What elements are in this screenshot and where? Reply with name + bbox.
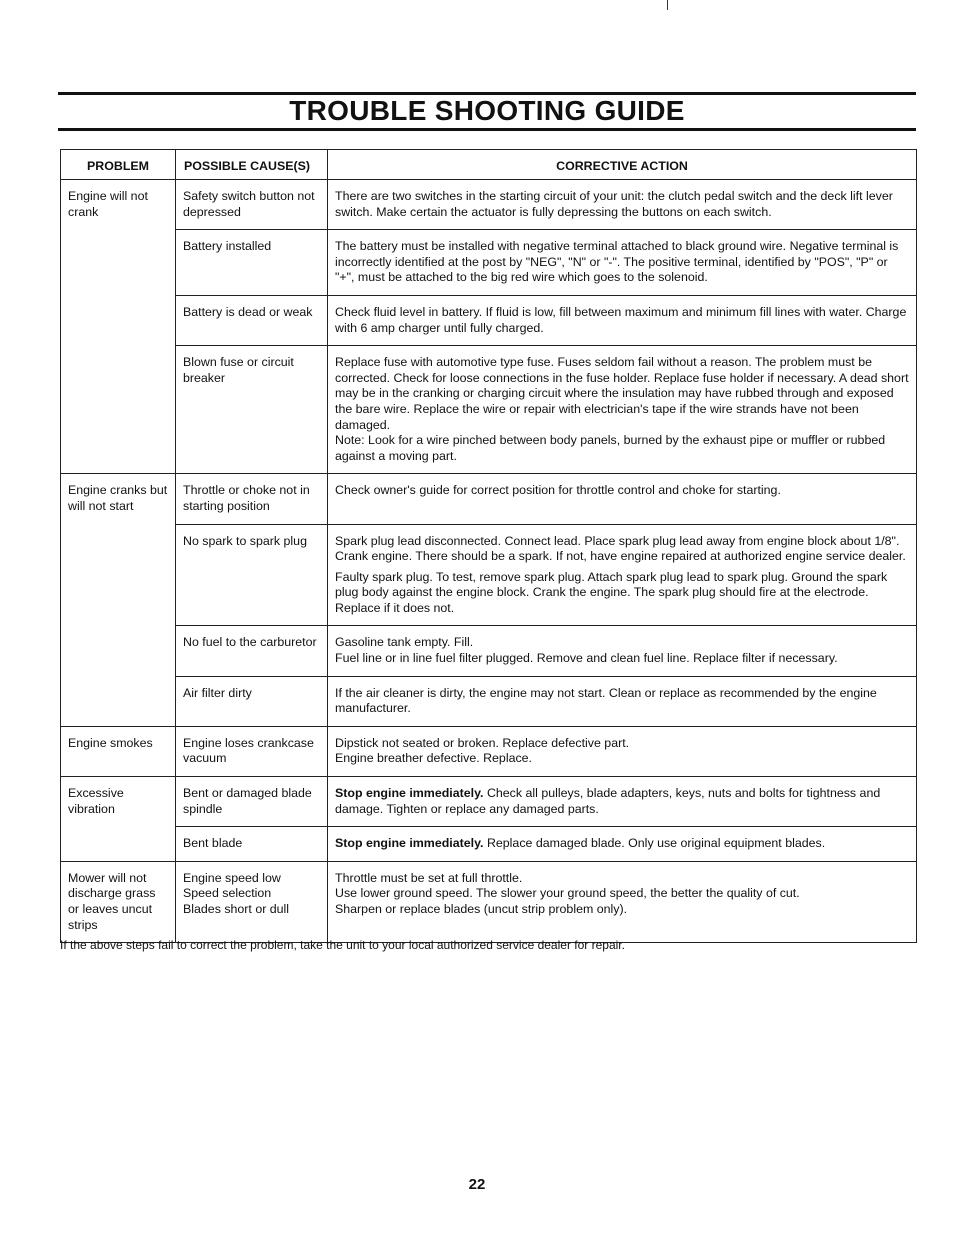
cause-line: Safety switch button not depressed — [183, 189, 315, 219]
table-row — [61, 626, 917, 676]
cause-cell — [176, 626, 328, 676]
footnote: If the above steps fail to correct the problem, take the unit to your local authorized service dealer for repair. — [60, 938, 625, 952]
cause-cell — [176, 230, 328, 296]
problem-cell: Engine will not crank — [61, 180, 176, 474]
action-cell — [328, 524, 917, 626]
action-text: Replace fuse with automotive type fuse. Fuses seldom fail without a reason. The problem must be corrected. Check for loose connections in the fuse holder. Replace fuse holder if necessary. A dead short may be in the cranking or charging circuit where the insulation may have rubbed through and exposed the bare wire. Replace the wire or repair with electrician's tape if the wire strands have not been damaged. — [335, 355, 909, 432]
action-paragraph — [335, 483, 909, 499]
action-cell — [328, 295, 917, 345]
action-paragraph — [335, 570, 909, 617]
action-cell — [328, 726, 917, 776]
table-body — [61, 180, 917, 943]
table-row — [61, 726, 917, 776]
page-title: TROUBLE SHOOTING GUIDE — [289, 95, 685, 126]
cause-cell — [176, 474, 328, 524]
action-cell — [328, 346, 917, 474]
table-row — [61, 346, 917, 474]
action-paragraph — [335, 635, 909, 651]
cause-line: Blown fuse or circuit breaker — [183, 355, 294, 385]
action-text: Replace damaged blade. Only use original equipment blades. — [483, 836, 826, 851]
action-text: The battery must be installed with negative terminal attached to black ground wire. Negative terminal is incorrectly identified at the post by "NEG", "N" or "-". The positive terminal, identified by "POS", "P" or "+", must be attached to the big red wire which goes to the solenoid. — [335, 239, 899, 285]
action-paragraph — [335, 433, 909, 464]
problem-cell: Mower will not discharge grass or leaves uncut strips — [61, 861, 176, 942]
table-row — [61, 230, 917, 296]
action-text: If the air cleaner is dirty, the engine may not start. Clean or replace as recommended by the engine manufacturer. — [335, 685, 877, 716]
table-row — [61, 676, 917, 726]
cause-line: Battery is dead or weak — [183, 304, 313, 319]
action-cell — [328, 626, 917, 676]
action-cell — [328, 676, 917, 726]
header-action: CORRECTIVE ACTION — [328, 150, 917, 180]
action-cell — [328, 180, 917, 230]
action-text: Fuel line or in line fuel filter plugged. Remove and clean fuel line. Replace filter if necessary. — [335, 651, 838, 666]
action-text: Faulty spark plug. To test, remove spark plug. Attach spark plug lead to spark plug. Ground the spark plug body against the engine block. Crank the engine. The spark plug should fire at the electrode. Replace if it does not. — [335, 569, 888, 615]
action-paragraph — [335, 305, 909, 336]
cause-line: Bent or damaged blade spindle — [183, 786, 312, 816]
action-lead: Stop engine immediately. — [335, 836, 484, 851]
action-paragraph — [335, 534, 909, 565]
cause-cell — [176, 676, 328, 726]
troubleshooting-table — [60, 149, 917, 943]
table-row — [61, 474, 917, 524]
table-row — [61, 861, 917, 942]
cause-line: Speed selection — [183, 886, 272, 901]
action-text: There are two switches in the starting circuit of your unit: the clutch pedal switch and the deck lift lever switch. Make certain the actuator is fully depressing the buttons on each switch. — [335, 189, 893, 219]
action-text: Use lower ground speed. The slower your ground speed, the better the quality of cut. — [335, 886, 800, 901]
table-row — [61, 180, 917, 230]
action-text: Throttle must be set at full throttle. — [335, 870, 523, 885]
action-text: Engine breather defective. Replace. — [335, 751, 532, 766]
action-text: Note: Look for a wire pinched between body panels, burned by the exhaust pipe or muffler or rubbed against a moving part. — [335, 433, 886, 463]
action-cell — [328, 861, 917, 942]
page-number: 22 — [468, 1176, 486, 1193]
table-header-row — [61, 150, 917, 180]
header-problem: PROBLEM — [61, 150, 176, 180]
action-paragraph — [335, 886, 909, 902]
cause-cell — [176, 295, 328, 345]
title-rule-bottom — [58, 128, 916, 131]
cause-line: Air filter dirty — [183, 685, 252, 700]
cause-cell — [176, 827, 328, 862]
cause-line: Throttle or choke not in starting position — [183, 483, 310, 513]
cause-cell — [176, 180, 328, 230]
header-cause: POSSIBLE CAUSE(S) — [176, 150, 328, 180]
cause-line: Engine speed low — [183, 870, 281, 885]
action-paragraph — [335, 871, 909, 887]
problem-cell: Engine cranks but will not start — [61, 474, 176, 727]
action-cell — [328, 777, 917, 827]
cause-line: Battery installed — [183, 239, 272, 254]
cause-cell — [176, 777, 328, 827]
table-row — [61, 524, 917, 626]
action-paragraph — [335, 736, 909, 752]
action-text: Dipstick not seated or broken. Replace defective part. — [335, 735, 630, 750]
cause-line: No fuel to the carburetor — [183, 635, 317, 650]
action-paragraph — [335, 355, 909, 433]
cause-cell — [176, 861, 328, 942]
action-cell — [328, 474, 917, 524]
action-paragraph — [335, 651, 909, 667]
action-text: Check fluid level in battery. If fluid is low, fill between maximum and minimum fill lines with water. Charge with 6 amp charger until fully charged. — [335, 304, 907, 335]
action-paragraph — [335, 189, 909, 220]
action-cell — [328, 827, 917, 862]
action-text: Spark plug lead disconnected. Connect lead. Place spark plug lead away from engine block about 1/8". Crank engine. There should be a spark. If not, have engine repaired at authorized engine service dealer. — [335, 533, 906, 564]
problem-cell: Engine smokes — [61, 726, 176, 776]
action-cell — [328, 230, 917, 296]
cause-cell — [176, 524, 328, 626]
table-row — [61, 827, 917, 862]
action-paragraph — [335, 751, 909, 767]
table-row — [61, 295, 917, 345]
action-paragraph — [335, 836, 909, 852]
action-text: Check all pulleys, blade adapters, keys, nuts and bolts for tightness and damage. Tighten or replace any damaged parts. — [335, 786, 881, 816]
cause-cell — [176, 346, 328, 474]
table-row — [61, 777, 917, 827]
cause-line: Engine loses crankcase vacuum — [183, 735, 314, 766]
cause-line: No spark to spark plug — [183, 533, 307, 548]
action-paragraph — [335, 786, 909, 817]
problem-cell: Excessive vibration — [61, 777, 176, 862]
cause-line: Blades short or dull — [183, 902, 290, 916]
action-lead: Stop engine immediately. — [335, 786, 484, 801]
scan-mark — [667, 0, 668, 10]
action-text: Check owner's guide for correct position for throttle control and choke for starting. — [335, 483, 781, 498]
action-paragraph — [335, 239, 909, 286]
action-paragraph — [335, 686, 909, 717]
cause-cell — [176, 726, 328, 776]
action-text: Sharpen or replace blades (uncut strip problem only). — [335, 902, 628, 916]
action-text: Gasoline tank empty. Fill. — [335, 635, 474, 650]
cause-line: Bent blade — [183, 836, 243, 851]
action-paragraph — [335, 902, 909, 918]
